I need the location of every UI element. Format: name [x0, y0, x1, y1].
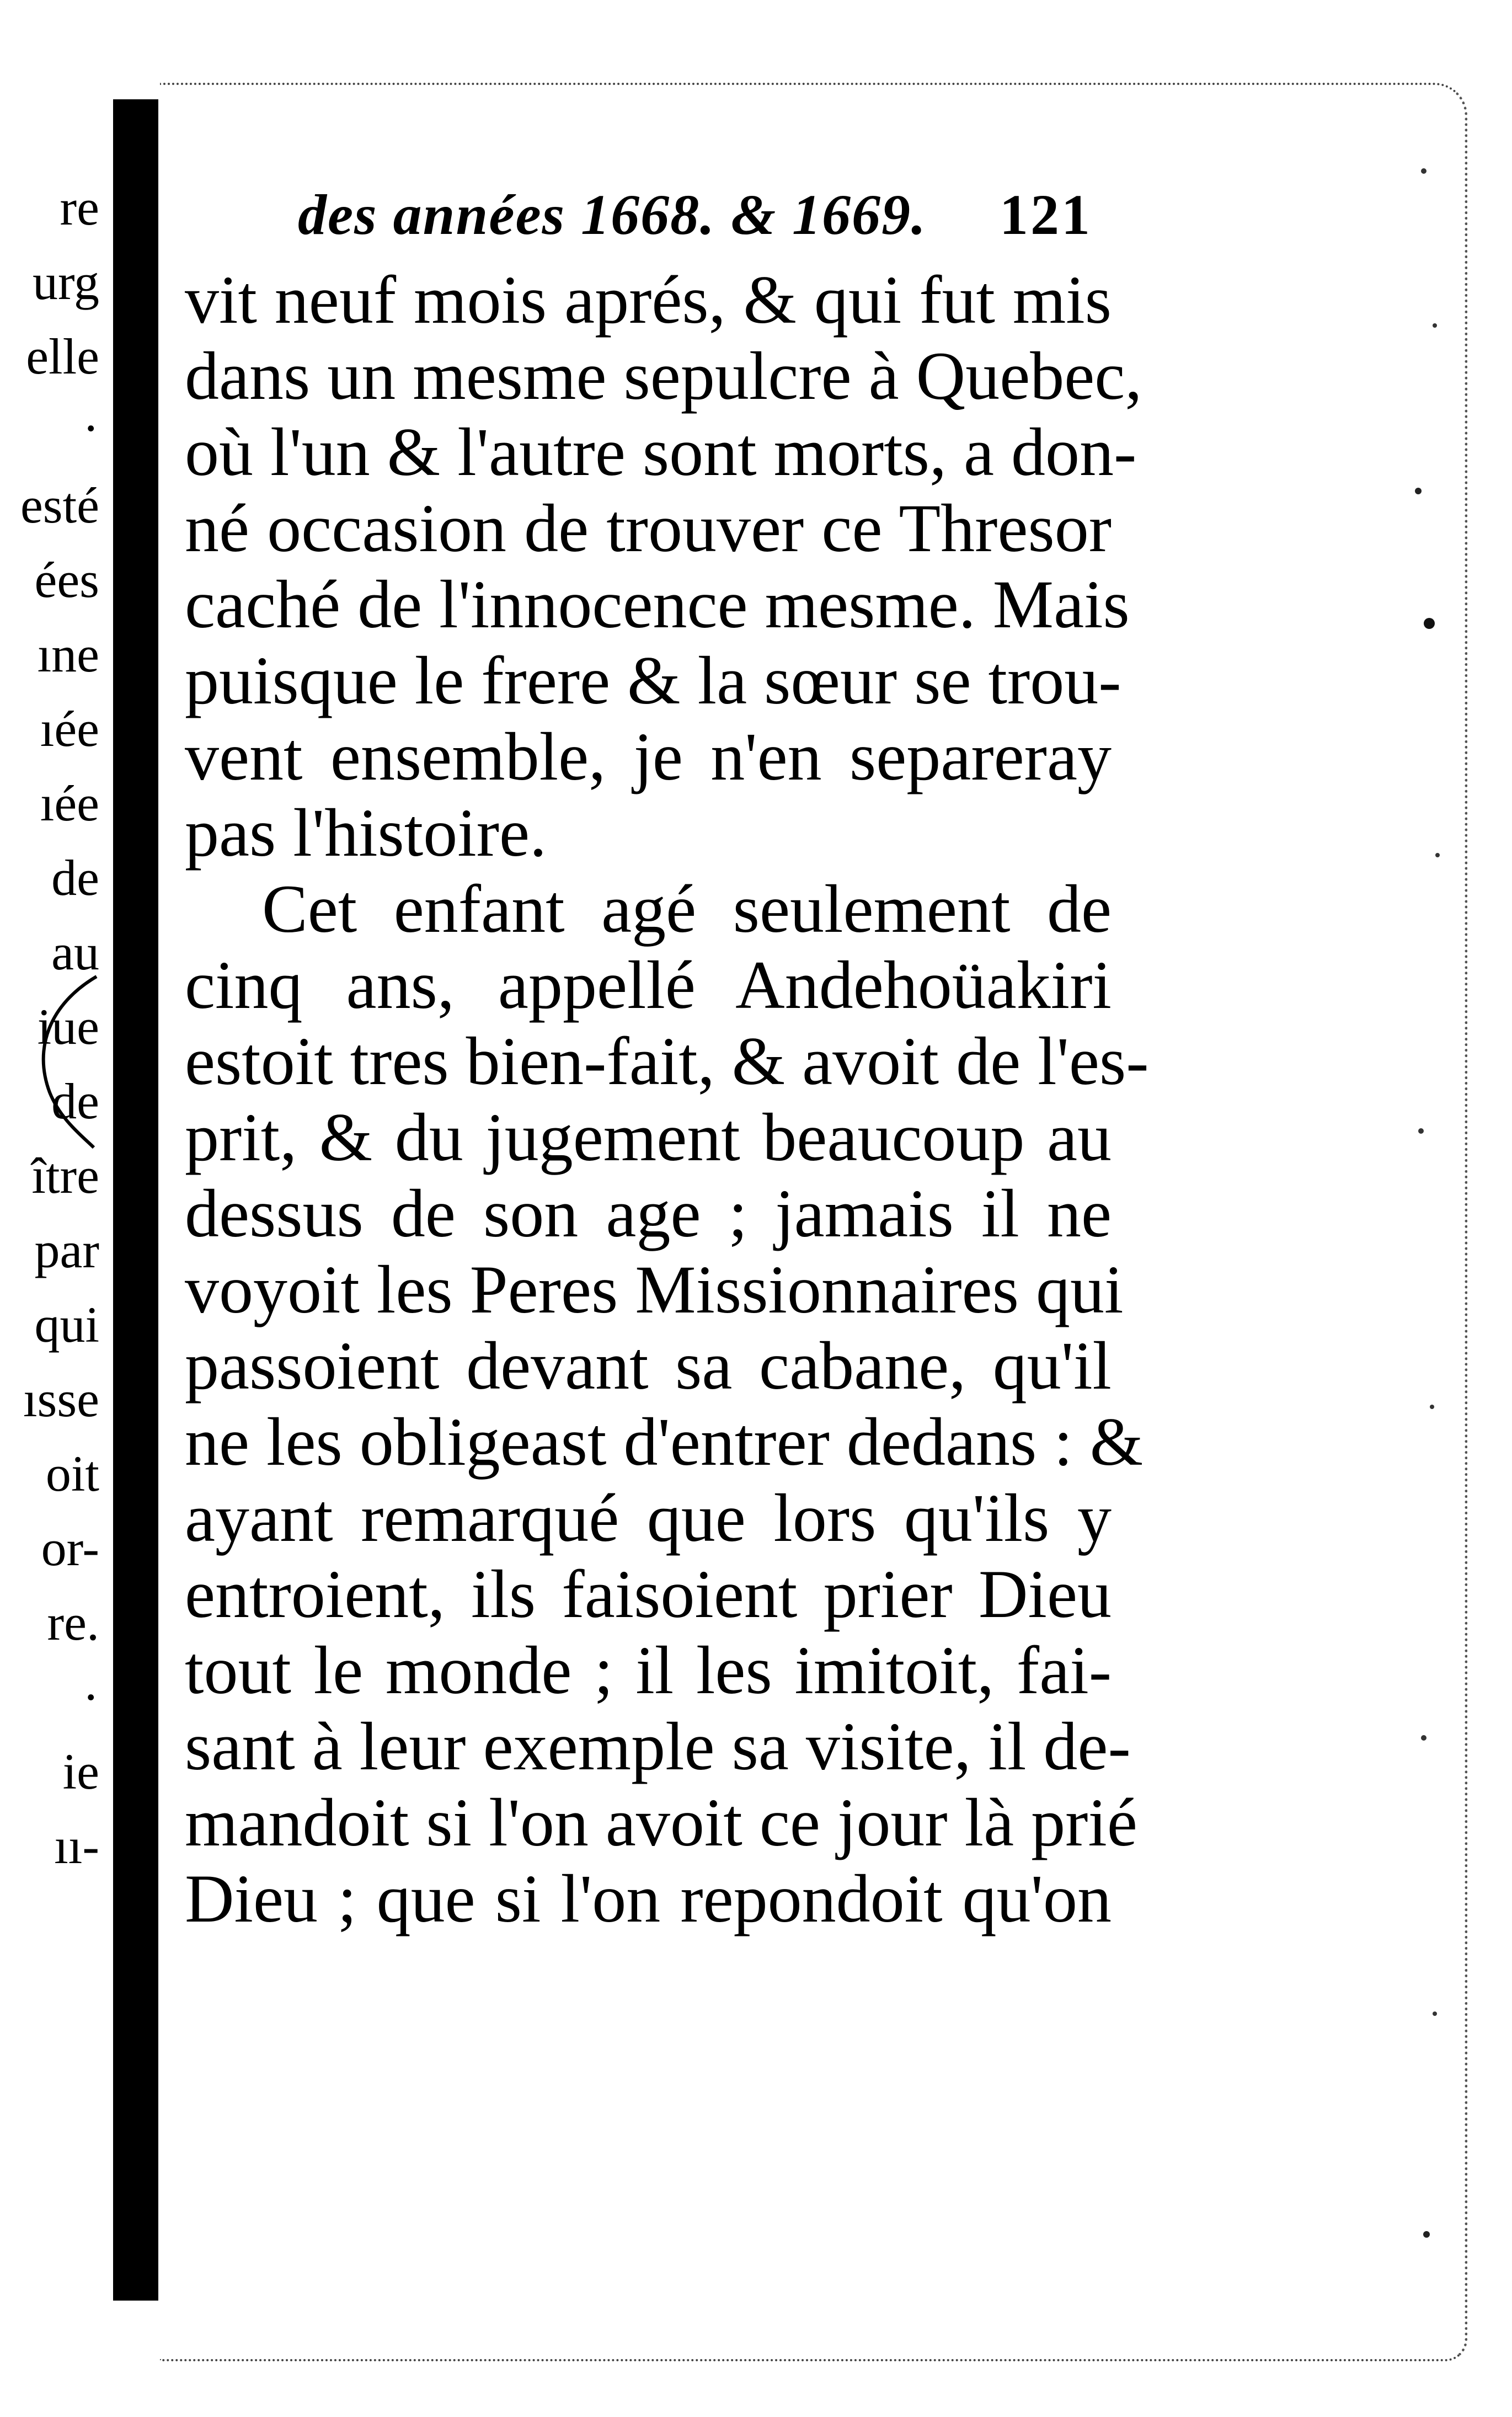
fragment: re.: [47, 1594, 99, 1651]
fragment: urg: [33, 254, 99, 310]
text-line: dessus de son age ; jamais il ne: [185, 1176, 1112, 1251]
text-line: voyoit les Peres Missionnaires qui: [185, 1252, 1124, 1327]
text-line: ne les obligeast d'entrer dedans : &: [185, 1404, 1144, 1480]
running-title: des années 1668. & 1669.: [298, 183, 927, 247]
text-line: prit, & du jugement beaucoup au: [185, 1100, 1112, 1175]
text-line: dans un mesme sepulcre à Quebec,: [185, 338, 1142, 414]
text-line: Cet enfant agé seulement de: [262, 871, 1112, 947]
binding-spine-shadow: [113, 99, 158, 2301]
fragment: de: [51, 850, 99, 906]
text-line: cinq ans, appellé Andehoüakiri: [185, 947, 1112, 1023]
fragment: ·: [82, 400, 99, 456]
text-line: mandoit si l'on avoit ce jour là prié: [185, 1785, 1137, 1860]
text-line: où l'un & l'autre sont morts, a don-: [185, 414, 1137, 490]
fragment: au: [51, 924, 99, 980]
text-line: vent ensemble, je n'en separeray: [185, 719, 1112, 794]
fragment: ıne: [37, 626, 99, 682]
fragment: de: [51, 1073, 99, 1129]
facing-page-curve-mark: [28, 971, 99, 1153]
fragment: ées: [34, 552, 99, 608]
text-line: estoit tres bien-fait, & avoit de l'es-: [185, 1023, 1149, 1099]
page-number: 121: [1000, 183, 1092, 247]
text-line: entroient, ils faisoient prier Dieu: [185, 1556, 1112, 1632]
text-line: ayant remarqué que lors qu'ils y: [185, 1480, 1112, 1556]
text-line: puisque le frere & la sœur se trou-: [185, 643, 1121, 718]
text-line: tout le monde ; il les imitoit, fai-: [185, 1632, 1112, 1708]
fragment: ıée: [40, 701, 99, 757]
text-line: né occasion de trouver ce Thresor: [185, 490, 1112, 566]
text-line: passoient devant sa cabane, qu'il: [185, 1328, 1112, 1404]
text-line: sant à leur exemple sa visite, il de-: [185, 1709, 1131, 1784]
text-line: caché de l'innocence mesme. Mais: [185, 567, 1130, 642]
fragment: ıı-: [54, 1818, 99, 1874]
body-text: [185, 262, 1149, 1937]
fragment: par: [34, 1222, 99, 1278]
fragment: qui: [34, 1296, 99, 1353]
fragment: oit: [45, 1445, 99, 1502]
fragment: ître: [31, 1148, 99, 1204]
fragment: ıée: [40, 775, 99, 831]
fragment: ısse: [23, 1371, 99, 1427]
text-line: Dieu ; que si l'on repondoit qu'on: [185, 1861, 1112, 1936]
fragment: or-: [41, 1520, 99, 1576]
fragment: ·: [82, 1669, 99, 1725]
fragment: elle: [26, 328, 99, 385]
fragment: re: [60, 179, 99, 236]
fragment: esté: [20, 477, 99, 533]
running-header: [298, 182, 1092, 265]
fragment: ie: [62, 1743, 99, 1800]
text-line: pas l'histoire.: [185, 795, 547, 871]
fragment: iue: [37, 999, 99, 1055]
page-edge-specks: [1407, 138, 1451, 2290]
text-line: vit neuf mois aprés, & qui fut mis: [185, 262, 1112, 338]
